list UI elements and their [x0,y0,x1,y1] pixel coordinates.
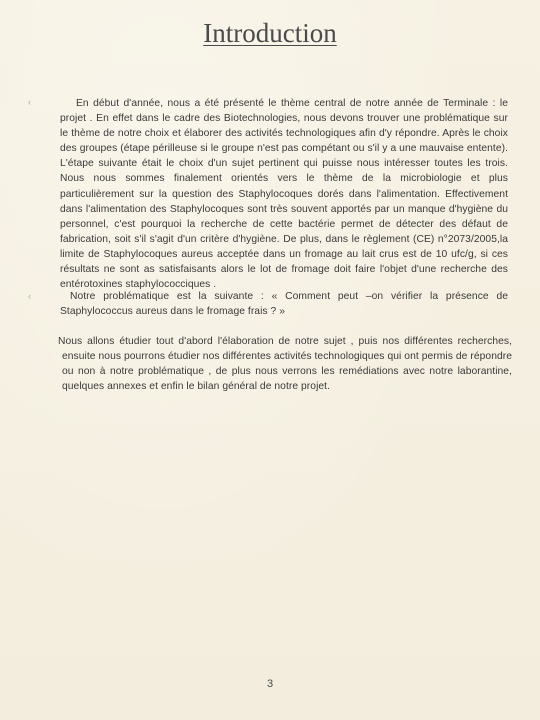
page-number: 3 [266,678,274,690]
plan-paragraph: Nous allons étudier tout d'abord l'élaboration de notre sujet , puis nos différentes recherches, ensuite nous pourrons étudier nos différentes activités technologiques qui ont permis de répondre ou non à notre problématique , de plus nous verrons les remédiations avec notre laborantine, quelques annexes et enfin le bilan général de notre projet. [58,336,512,393]
page-title-text: Introduction [203,18,337,48]
bullet-marker: ‹ [28,291,31,301]
intro-paragraph: En début d'année, nous a été présenté le thème central de notre année de Terminale : le projet . En effet dans le cadre des Biotechnologies, nous devons trouver une problématique sur le thème de notre choix et élaborer des activités technologiques afin d'y répondre. Après le choix des groupes (étape périlleuse si le groupe n'est pas compétant ou s'il y a une mauvaise entente). L'étape suivante était le choix d'un sujet pertinent qui puisse nous intéresser toutes les trois. Nous nous sommes finalement orientés vers le thème de la microbiologie et plus particulièrement sur la question des Staphylocoques dorés dans l'alimentation. Effectivement dans l'alimentation des Staphylocoques sont très souvent apportés par un manque d'hygiène du personnel, c'est pourquoi la recherche de cette bactérie permet de détecter des défaut de fabrication, soit s'il s'agit d'un critère d'hygiène. De plus, dans le règlement (CE) n°2073/2005,la limite de Staphylocoques aureus acceptée dans un fromage au lait crus est de 10 ufc/g, si ces résultats ne sont as satisfaisants alors le lot de fromage doit faire l'objet d'une recherche des entérotoxines staphylococciques . [60,98,508,291]
page-title [0,18,540,49]
bullet-marker: ‹ [28,97,31,107]
problem-statement-paragraph: Notre problématique est la suivante : « Comment peut –on vérifier la présence de Staphylococcus aureus dans le fromage frais ? » [60,291,508,318]
